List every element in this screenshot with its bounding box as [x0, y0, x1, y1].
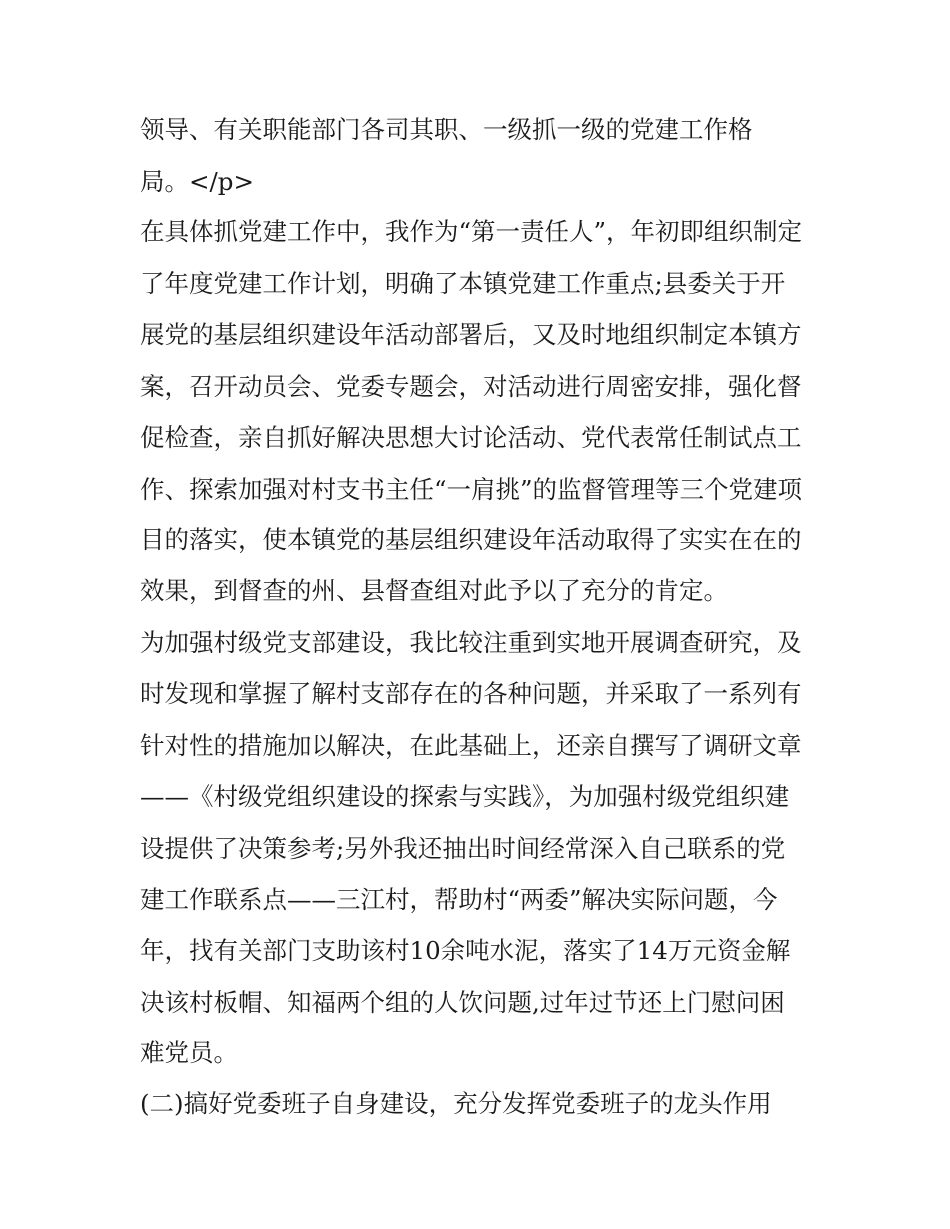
text-line-7: 促检查，亲自抓好解决思想大讨论活动、党代表常任制试点工 — [140, 423, 802, 452]
text-line-5: 展党的基层组织建设年活动部署后，又及时地组织制定本镇方 — [140, 320, 802, 349]
text-line-6: 案，召开动员会、党委专题会，对活动进行周密安排，强化督 — [140, 372, 802, 401]
text-line-10: 效果，到督查的州、县督查组对此予以了充分的肯定。 — [140, 576, 728, 605]
text-line-14: ——《村级党组织建设的探索与实践》，为加强村级党组织建 — [140, 782, 790, 811]
text-line-9: 目的落实，使本镇党的基层组织建设年活动取得了实实在在的 — [140, 525, 802, 554]
text-line-15: 设提供了决策参考;另外我还抽出时间经常深入自己联系的党 — [140, 834, 786, 863]
text-line-19: 难党员。 — [140, 1038, 238, 1067]
text-line-13: 针对性的措施加以解决，在此基础上，还亲自撰写了调研文章 — [140, 731, 802, 760]
text-line-17: 年，找有关部门支助该村10余吨水泥，落实了14万元资金解 — [140, 936, 791, 965]
text-line-1: 领导、有关职能部门各司其职、一级抓一级的党建工作格 — [140, 115, 753, 144]
text-line-12: 时发现和掌握了解村支部存在的各种问题，并采取了一系列有 — [140, 679, 802, 708]
text-line-3: 在具体抓党建工作中，我作为“第一责任人”，年初即组织制定 — [140, 217, 803, 246]
text-line-8: 作、探索加强对村支书主任“一肩挑”的监督管理等三个党建项 — [140, 475, 803, 504]
text-line-18: 决该村板帽、知福两个组的人饮问题,过年过节还上门慰问困 — [140, 988, 785, 1017]
text-line-16: 建工作联系点——三江村，帮助村“两委”解决实际问题，今 — [140, 885, 778, 914]
text-line-4: 了年度党建工作计划，明确了本镇党建工作重点;县委关于开 — [140, 269, 786, 298]
text-line-20: (二)搞好党委班子自身建设，充分发挥党委班子的龙头作用 — [140, 1089, 772, 1118]
text-line-2: 局。</p> — [140, 167, 254, 196]
text-line-11: 为加强村级党支部建设，我比较注重到实地开展调查研究，及 — [140, 628, 802, 657]
